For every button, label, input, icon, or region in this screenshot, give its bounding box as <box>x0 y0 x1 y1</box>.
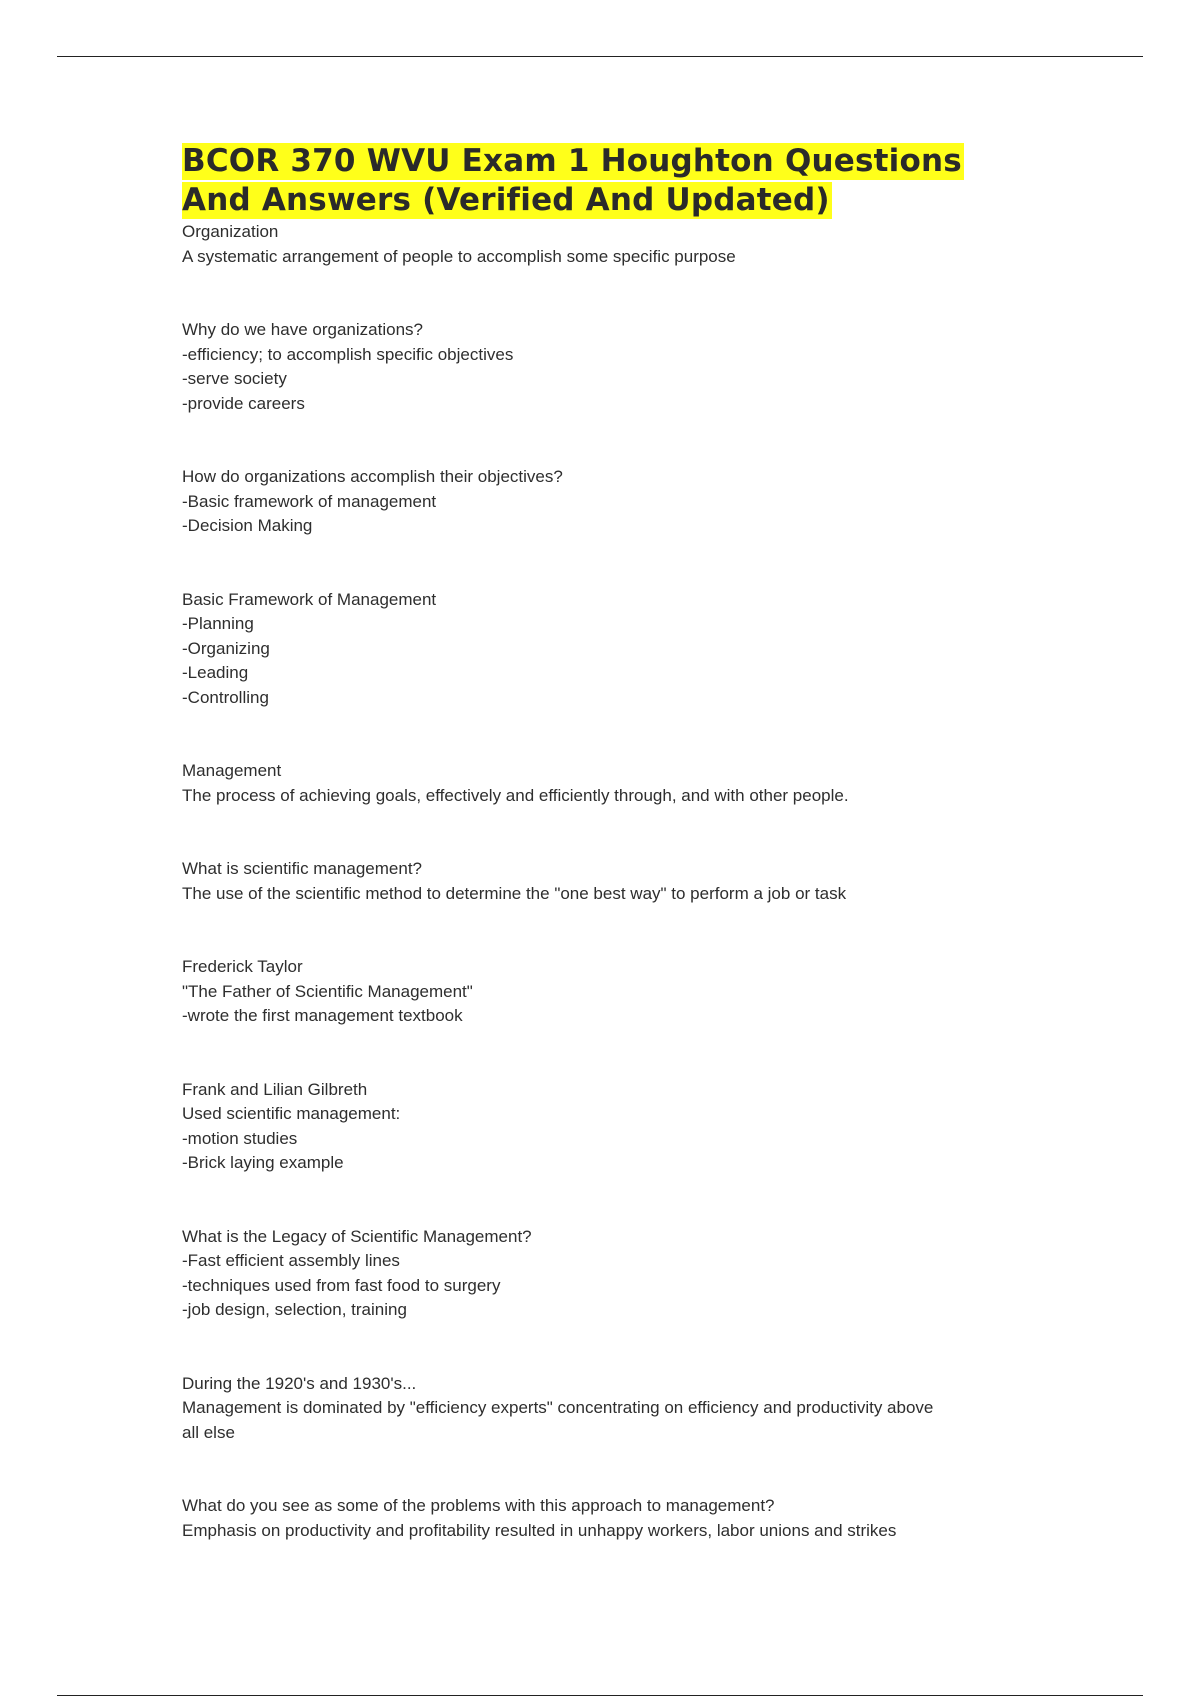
title-line <box>182 181 1042 220</box>
qa-answer-line: -Fast efficient assembly lines <box>182 1251 400 1270</box>
qa-answer-line: Management is dominated by "efficiency experts" concentrating on efficiency and productivity above <box>182 1398 934 1417</box>
title-highlight: And Answers (Verified And Updated) <box>182 182 830 218</box>
qa-answer-line: "The Father of Scientific Management" <box>182 981 473 1001</box>
qa-answer-line: A systematic arrangement of people to accomplish some specific purpose <box>182 246 736 266</box>
qa-answer-line: -Controlling <box>182 687 269 707</box>
qa-answer-line: -efficiency; to accomplish specific objectives <box>182 344 514 364</box>
qa-answer-line: -job design, selection, training <box>182 1300 407 1319</box>
qa-answer-line: -Basic framework of management <box>182 491 437 511</box>
qa-entry <box>182 465 1042 539</box>
qa-term: During the 1920's and 1930's... <box>182 1373 417 1393</box>
qa-answer-line: -provide careers <box>182 393 305 413</box>
qa-answer-line: -wrote the first management textbook <box>182 1006 463 1025</box>
qa-term: What is scientific management? <box>182 859 422 878</box>
title-highlight: BCOR 370 WVU Exam 1 Houghton Questions <box>182 143 962 179</box>
qa-entry <box>182 857 1042 906</box>
qa-answer-line: -Decision Making <box>182 516 313 535</box>
document-body <box>182 142 1042 1543</box>
title-line <box>182 142 1042 181</box>
qa-term: Why do we have organizations? <box>182 320 423 339</box>
qa-entry <box>182 1225 1042 1323</box>
qa-answer-line: Emphasis on productivity and profitability resulted in unhappy workers, labor unions and strikes <box>182 1520 897 1540</box>
qa-entry <box>182 1372 1042 1446</box>
qa-entry <box>182 1494 1042 1543</box>
qa-entry <box>182 220 1042 269</box>
qa-entry <box>182 318 1042 416</box>
top-divider <box>57 56 1143 57</box>
qa-answer-line: -Organizing <box>182 638 270 658</box>
qa-answer-line: -serve society <box>182 369 287 388</box>
qa-answer-line: all else <box>182 1422 235 1442</box>
qa-entry <box>182 759 1042 808</box>
qa-term: How do organizations accomplish their objectives? <box>182 467 563 486</box>
qa-term: Frederick Taylor <box>182 957 303 976</box>
qa-answer-line: -Planning <box>182 614 254 633</box>
qa-answer-line: -Brick laying example <box>182 1153 344 1172</box>
qa-answer-line: -techniques used from fast food to surgery <box>182 1275 501 1295</box>
qa-entry <box>182 1078 1042 1176</box>
qa-answer-line: -Leading <box>182 663 249 682</box>
qa-term: Management <box>182 761 282 780</box>
qa-term: Frank and Lilian Gilbreth <box>182 1079 368 1099</box>
qa-term: What do you see as some of the problems with this approach to management? <box>182 1496 775 1515</box>
qa-list <box>182 220 1042 1543</box>
qa-term: Basic Framework of Management <box>182 589 437 609</box>
qa-answer-line: -motion studies <box>182 1128 298 1148</box>
qa-term: Organization <box>182 222 279 241</box>
qa-entry <box>182 955 1042 1029</box>
qa-entry <box>182 588 1042 711</box>
qa-answer-line: The process of achieving goals, effectively and efficiently through, and with other people. <box>182 785 849 805</box>
qa-answer-line: The use of the scientific method to determine the "one best way" to perform a job or task <box>182 883 847 903</box>
bottom-divider <box>57 1695 1143 1696</box>
qa-term: What is the Legacy of Scientific Management? <box>182 1226 532 1246</box>
qa-answer-line: Used scientific management: <box>182 1104 401 1123</box>
document-title <box>182 142 1042 220</box>
